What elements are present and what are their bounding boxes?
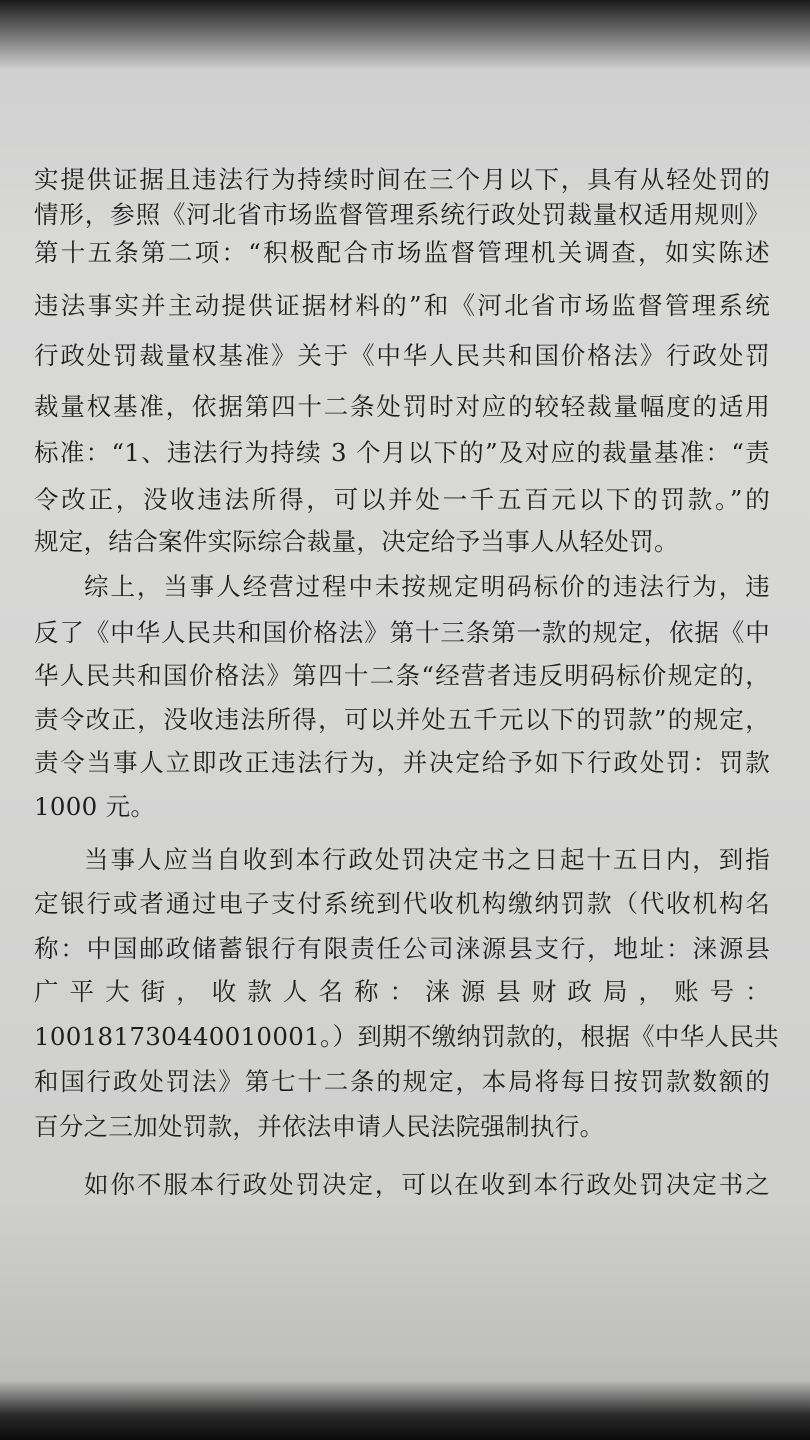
text-line: 违法事实并主动提供证据材料的”和《河北省市场监督管理系统 <box>34 291 770 320</box>
text-line: 100181730440010001。）到期不缴纳罚款的，根据《中华人民共 <box>34 1022 779 1051</box>
text-line: 令改正，没收违法所得，可以并处一千五百元以下的罚款。”的 <box>34 485 771 514</box>
text-line: 百分之三加处罚款，并依法申请人民法院强制执行。 <box>34 1112 605 1141</box>
text-line: 称：中国邮政储蓄银行有限责任公司涞源县支行，地址：涞源县 <box>34 934 770 963</box>
text-line: 行政处罚裁量权基准》关于《中华人民共和国价格法》行政处罚 <box>34 341 770 370</box>
text-line: 责令当事人立即改正违法行为，并决定给予如下行政处罚：罚款 <box>34 748 770 777</box>
text-line: 定银行或者通过电子支付系统到代收机构缴纳罚款（代收机构名 <box>34 889 770 918</box>
text-line: 综上，当事人经营过程中未按规定明码标价的违法行为，违 <box>84 572 770 601</box>
text-line: 当事人应当自收到本行政处罚决定书之日起十五日内，到指 <box>84 845 770 874</box>
text-line: 实提供证据且违法行为持续时间在三个月以下，具有从轻处罚的 <box>34 165 770 194</box>
text-line: 和国行政处罚法》第七十二条的规定，本局将每日按罚款数额的 <box>34 1067 770 1096</box>
text-line: 第十五条第二项：“积极配合市场监督管理机关调查，如实陈述 <box>34 238 770 267</box>
text-line: 标准：“1、违法行为持续 3 个月以下的”及对应的裁量基准：“责 <box>34 438 770 467</box>
text-line: 裁量权基准，依据第四十二条处罚时对应的较轻裁量幅度的适用 <box>34 392 770 421</box>
text-line: 责令改正，没收违法所得，可以并处五千元以下的罚款”的规定， <box>34 705 770 734</box>
text-line: 1000 元。 <box>34 792 156 821</box>
text-line: 华人民共和国价格法》第四十二条“经营者违反明码标价规定的， <box>34 661 770 690</box>
text-line: 如你不服本行政处罚决定，可以在收到本行政处罚决定书之 <box>84 1170 770 1199</box>
text-line: 情形，参照《河北省市场监督管理系统行政处罚裁量权适用规则》 <box>34 200 770 229</box>
text-line: 规定，结合案件实际综合裁量，决定给予当事人从轻处罚。 <box>34 527 679 556</box>
text-line: 反了《中华人民共和国价格法》第十三条第一款的规定，依据《中 <box>34 618 770 647</box>
text-line: 广平大街，收款人名称：涞源县财政局，账号： <box>34 977 770 1006</box>
